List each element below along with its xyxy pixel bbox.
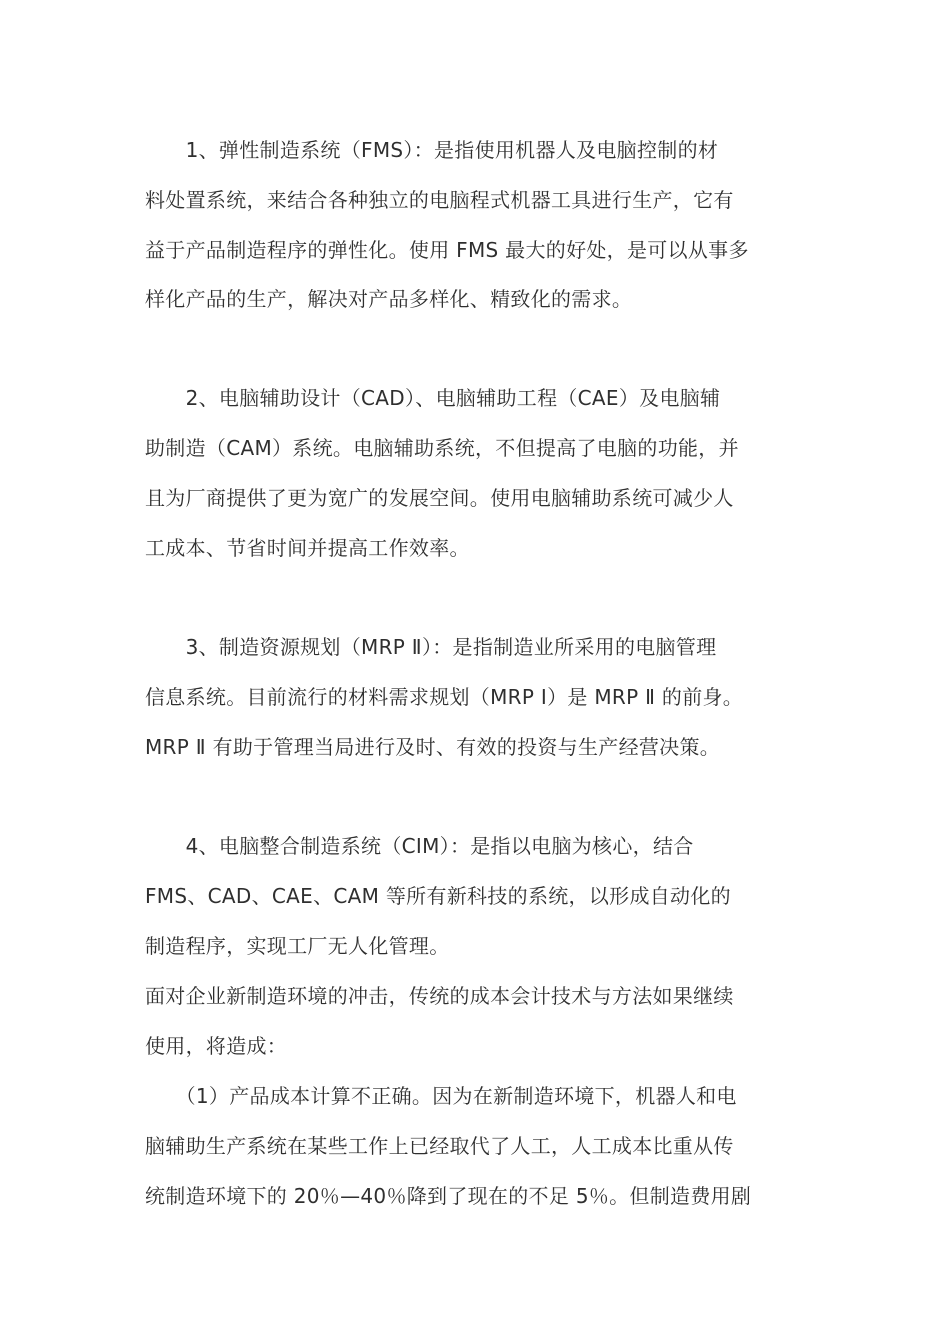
paragraph-2-line-1: 2、电脑辅助设计（CAD）、电脑辅助工程（CAE）及电脑辅 [145,386,721,410]
paragraph-2-line-4: 工成本、节省时间并提高工作效率。 [145,536,470,560]
paragraph-4-line-3: 制造程序，实现工厂无人化管理。 [145,934,450,958]
paragraph-1-line-1: 1、弹性制造系统（FMS）：是指使用机器人及电脑控制的材 [145,138,719,162]
paragraph-4-line-2: FMS、CAD、CAE、CAM 等所有新科技的系统，以形成自动化的 [145,884,731,908]
paragraph-5-line-2: 使用，将造成： [145,1034,288,1058]
paragraph-1-line-3: 益于产品制造程序的弹性化。使用 FMS 最大的好处，是可以从事多 [145,238,749,262]
paragraph-1-line-2: 料处置系统，来结合各种独立的电脑程式机器工具进行生产，它有 [145,188,734,212]
paragraph-3-line-1: 3、制造资源规划（MRP Ⅱ）：是指制造业所采用的电脑管理 [145,635,717,659]
paragraph-4-line-1: 4、电脑整合制造系统（CIM）：是指以电脑为核心，结合 [145,834,694,858]
paragraph-2-line-2: 助制造（CAM）系统。电脑辅助系统，不但提高了电脑的功能，并 [145,436,739,460]
paragraph-1-line-4: 样化产品的生产，解决对产品多样化、精致化的需求。 [145,287,633,311]
paragraph-3-line-2: 信息系统。目前流行的材料需求规划（MRP I）是 MRP Ⅱ 的前身。 [145,685,744,709]
paragraph-6-line-3: 统制造环境下的 20％—40％降到了现在的不足 5％。但制造费用剧 [145,1184,752,1208]
paragraph-6-line-2: 脑辅助生产系统在某些工作上已经取代了人工，人工成本比重从传 [145,1134,734,1158]
paragraph-5-line-1: 面对企业新制造环境的冲击，传统的成本会计技术与方法如果继续 [145,984,734,1008]
paragraph-3-line-3: MRP Ⅱ 有助于管理当局进行及时、有效的投资与生产经营决策。 [145,735,721,759]
paragraph-2-line-3: 且为厂商提供了更为宽广的发展空间。使用电脑辅助系统可减少人 [145,486,734,510]
paragraph-6-line-1: （1）产品成本计算不正确。因为在新制造环境下，机器人和电 [145,1084,737,1108]
